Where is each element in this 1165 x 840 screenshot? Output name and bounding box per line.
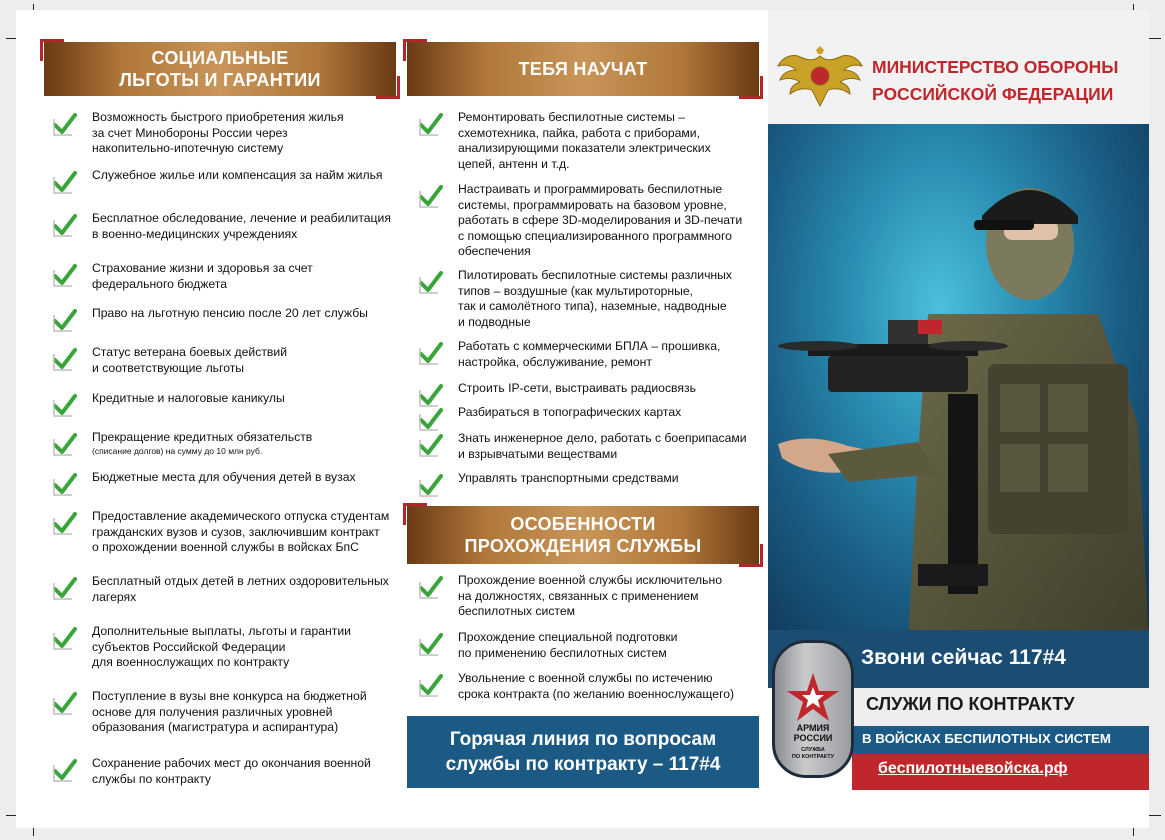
list-item-text xyxy=(92,211,391,242)
tag-contract-text: СЛУЖБА ПО КОНТРАКТУ xyxy=(791,747,835,760)
hdr-corner xyxy=(403,503,406,525)
service-features-header: ОСОБЕННОСТИ ПРОХОЖДЕНИЯ СЛУЖБЫ xyxy=(407,506,759,564)
checkmark-icon xyxy=(418,672,444,698)
list-item-main-text: Управлять транспортными средствами xyxy=(458,471,679,485)
checkmark-icon xyxy=(52,690,78,716)
checkmark-icon xyxy=(52,510,78,536)
list-item xyxy=(52,574,402,605)
list-item xyxy=(418,573,763,620)
soldier-with-drone-photo xyxy=(768,124,1149,644)
checkmark-icon xyxy=(52,346,78,372)
list-item-main-text: Работать с коммерческими БПЛА – прошивка, настройка, обслуживание, ремонт xyxy=(458,339,721,369)
list-item-main-text: Разбираться в топографических картах xyxy=(458,405,682,419)
list-item-main-text: Прохождение военной службы исключительно на должностях, связанных с применением беспилотных систем xyxy=(458,573,723,619)
list-item-main-text: Предоставление академического отпуска студентам гражданских вузов и сузов, заключившим контракт о прохождении военной службы в войсках БпС xyxy=(92,509,390,555)
hotline-box: Горячая линия по вопросам службы по контракту – 117#4 xyxy=(407,716,759,788)
list-item-text xyxy=(92,391,285,407)
poster-panel xyxy=(768,10,1149,828)
list-item xyxy=(52,689,402,736)
list-item-main-text: Дополнительные выплаты, льготы и гарантии субъектов Российской Федерации для военнослужащих по контракту xyxy=(92,624,351,670)
list-item xyxy=(52,756,402,787)
list-item-main-text: Бесплатный отдых детей в летних оздоровительных лагерях xyxy=(92,574,389,604)
list-item-main-text: Страхование жизни и здоровья за счет федерального бюджета xyxy=(92,261,313,291)
list-item-text xyxy=(92,110,344,157)
list-item-footnote: (списание долгов) на сумму до 10 млн руб. xyxy=(92,445,263,456)
list-item-main-text: Увольнение с военной службы по истечению срока контракта (по желанию военнослужащего) xyxy=(458,671,735,701)
checkmark-icon xyxy=(52,262,78,288)
list-item xyxy=(418,671,763,702)
list-item-main-text: Настраивать и программировать беспилотные системы, программировать на базовом уровне, работать в сфере 3D-моделирования и 3D-печати с помощью специализированного программного обеспечения xyxy=(458,182,743,259)
list-item-text xyxy=(92,168,383,184)
drone-troops-text: В ВОЙСКАХ БЕСПИЛОТНЫХ СИСТЕМ xyxy=(862,731,1111,746)
list-item-main-text: Ремонтировать беспилотные системы – схемотехника, пайка, работа с приборами, анализирующими показатели электрических цепей, антенн и т.д. xyxy=(458,110,711,171)
list-item-main-text: Бесплатное обследование, лечение и реабилитация в военно-медицинских учреждениях xyxy=(92,211,391,241)
ministry-title: МИНИСТЕРСТВО ОБОРОНЫ РОССИЙСКОЙ ФЕДЕРАЦИИ xyxy=(872,57,1119,104)
list-item-main-text: Возможность быстрого приобретения жилья за счет Минобороны России через накопительно-ипотечную систему xyxy=(92,110,344,156)
list-item xyxy=(52,345,402,376)
hdr-corner xyxy=(403,39,406,61)
checkmark-icon xyxy=(52,431,78,457)
list-item-text xyxy=(92,345,287,376)
list-item-text xyxy=(92,756,371,787)
service-features-list xyxy=(418,0,763,840)
checkmark-icon xyxy=(52,757,78,783)
checkmark-icon xyxy=(52,169,78,195)
list-item-text xyxy=(92,689,367,736)
red-star-icon xyxy=(787,673,839,721)
list-item xyxy=(52,624,402,671)
list-item xyxy=(52,509,402,556)
list-item-text xyxy=(92,261,313,292)
list-item xyxy=(52,211,402,242)
checkmark-icon xyxy=(52,111,78,137)
dog-tag-emblem xyxy=(772,640,854,778)
list-item-text xyxy=(458,630,677,661)
list-item xyxy=(52,430,402,457)
checkmark-icon xyxy=(418,574,444,600)
checkmark-icon xyxy=(418,631,444,657)
list-item xyxy=(52,110,402,157)
list-item-main-text: Знать инженерное дело, работать с боеприпасами и взрывчатыми веществами xyxy=(458,431,747,461)
list-item-text xyxy=(92,306,368,322)
checkmark-icon xyxy=(52,471,78,497)
social-benefits-list xyxy=(52,0,402,840)
list-item-main-text: Право на льготную пенсию после 20 лет службы xyxy=(92,306,368,320)
website-link[interactable]: беспилотныевойска.рф xyxy=(878,760,1068,777)
checkmark-icon xyxy=(52,575,78,601)
list-item-main-text: Служебное жилье или компенсация за найм жилья xyxy=(92,168,383,182)
list-item-main-text: Статус ветерана боевых действий и соответствующие льготы xyxy=(92,345,288,375)
list-item-main-text: Прохождение специальной подготовки по применению беспилотных систем xyxy=(458,630,678,660)
checkmark-icon xyxy=(52,307,78,333)
checkmark-icon xyxy=(52,625,78,651)
hdr-corner xyxy=(40,39,43,61)
list-item-text xyxy=(92,574,389,605)
list-item xyxy=(52,306,402,333)
serve-contract-text: СЛУЖИ ПО КОНТРАКТУ xyxy=(866,694,1075,714)
list-item-text xyxy=(458,671,734,702)
list-item xyxy=(52,261,402,292)
list-item xyxy=(52,168,402,195)
soldier-illustration xyxy=(768,124,1149,644)
tag-russia-text: РОССИИ xyxy=(793,733,833,743)
list-item-main-text: Бюджетные места для обучения детей в вузах xyxy=(92,470,356,484)
list-item xyxy=(52,470,402,497)
checkmark-icon xyxy=(52,212,78,238)
list-item xyxy=(52,391,402,418)
checkmark-icon xyxy=(52,392,78,418)
list-item-main-text: Пилотировать беспилотные системы различных типов – воздушные (как мультироторные, так и самолётного типа), наземные, надводные и подводные xyxy=(458,268,733,329)
social-benefits-header: СОЦИАЛЬНЫЕ ЛЬГОТЫ И ГАРАНТИИ xyxy=(44,42,396,96)
list-item-main-text: Кредитные и налоговые каникулы xyxy=(92,391,285,405)
list-item-main-text: Сохранение рабочих мест до окончания военной службы по контракту xyxy=(92,756,371,786)
call-now-text: Звони сейчас 117#4 xyxy=(861,646,1066,669)
list-item-main-text: Строить IP-сети, выстраивать радиосвязь xyxy=(458,381,696,395)
list-item-main-text: Поступление в вузы вне конкурса на бюджетной основе для получения различных уровней образования (магистратура и аспирантура) xyxy=(92,689,367,735)
list-item-text xyxy=(458,573,722,620)
list-item-text xyxy=(92,624,351,671)
list-item-text xyxy=(92,430,312,456)
double-eagle-emblem-icon xyxy=(776,46,864,112)
list-item xyxy=(418,630,763,661)
list-item-text xyxy=(92,509,389,556)
will-teach-header: ТЕБЯ НАУЧАТ xyxy=(407,42,759,96)
list-item-main-text: Прекращение кредитных обязательств xyxy=(92,430,313,444)
list-item-text xyxy=(92,470,356,486)
tag-army-text: АРМИЯ xyxy=(796,723,830,733)
